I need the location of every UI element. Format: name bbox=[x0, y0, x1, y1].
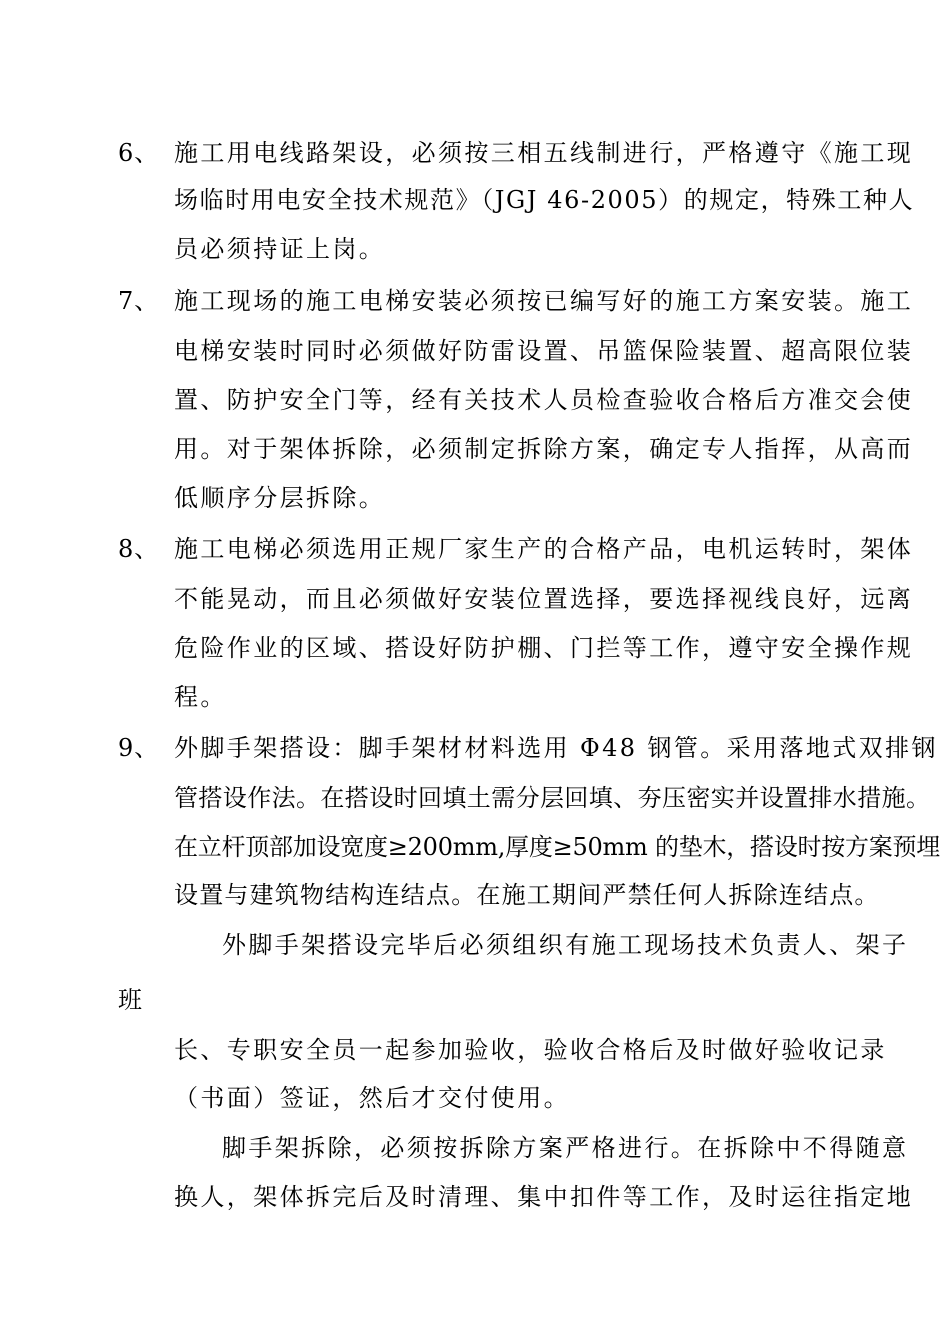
para-2-line-1: 脚手架拆除，必须按拆除方案严格进行。在拆除中不得随意 bbox=[222, 1134, 909, 1162]
item-9-line-3: 在立杆顶部加设宽度≥200mm,厚度≥50mm 的垫木，搭设时按方案预埋 bbox=[174, 833, 940, 861]
para-1-line-4: （书面）签证，然后才交付使用。 bbox=[174, 1084, 570, 1112]
item-8-line-4: 程。 bbox=[174, 683, 227, 711]
item-6-line-1: 施工用电线路架设，必须按三相五线制进行，严格遵守《施工现 bbox=[174, 139, 914, 167]
para-1-line-2: 班 bbox=[118, 986, 145, 1014]
item-7-line-2: 电梯安装时同时必须做好防雷设置、吊篮保险装置、超高限位装 bbox=[174, 337, 914, 365]
para-1-line-3: 长、专职安全员一起参加验收，验收合格后及时做好验收记录 bbox=[174, 1036, 887, 1064]
item-6-line-2: 场临时用电安全技术规范》（JGJ 46-2005）的规定，特殊工种人 bbox=[174, 186, 915, 214]
item-7-line-5: 低顺序分层拆除。 bbox=[174, 484, 386, 512]
item-9-line-4: 设置与建筑物结构连结点。在施工期间严禁任何人拆除连结点。 bbox=[174, 881, 880, 909]
para-1-line-1: 外脚手架搭设完毕后必须组织有施工现场技术负责人、架子 bbox=[222, 931, 909, 959]
item-8-line-3: 危险作业的区域、搭设好防护棚、门拦等工作，遵守安全操作规 bbox=[174, 634, 914, 662]
item-7-line-1: 施工现场的施工电梯安装必须按已编写好的施工方案安装。施工 bbox=[174, 287, 914, 315]
item-9-line-1: 外脚手架搭设：脚手架材材料选用 Φ48 钢管。采用落地式双排钢 bbox=[174, 734, 938, 762]
item-7-line-3: 置、防护安全门等，经有关技术人员检查验收合格后方准交会使 bbox=[174, 386, 914, 414]
item-9-number: 9、 bbox=[118, 734, 160, 762]
item-7-line-4: 用。对于架体拆除，必须制定拆除方案，确定专人指挥，从高而 bbox=[174, 435, 914, 463]
item-6-number: 6、 bbox=[118, 139, 160, 167]
item-8-number: 8、 bbox=[118, 535, 160, 563]
item-8-line-1: 施工电梯必须选用正规厂家生产的合格产品，电机运转时，架体 bbox=[174, 535, 914, 563]
item-7-number: 7、 bbox=[118, 287, 160, 315]
item-8-line-2: 不能晃动，而且必须做好安装位置选择，要选择视线良好，远离 bbox=[174, 585, 914, 613]
item-6-line-3: 员必须持证上岗。 bbox=[174, 235, 386, 263]
item-9-line-2: 管搭设作法。在搭设时回填土需分层回填、夯压密实并设置排水措施。 bbox=[174, 784, 931, 812]
para-2-line-2: 换人，架体拆完后及时清理、集中扣件等工作，及时运往指定地 bbox=[174, 1183, 914, 1211]
